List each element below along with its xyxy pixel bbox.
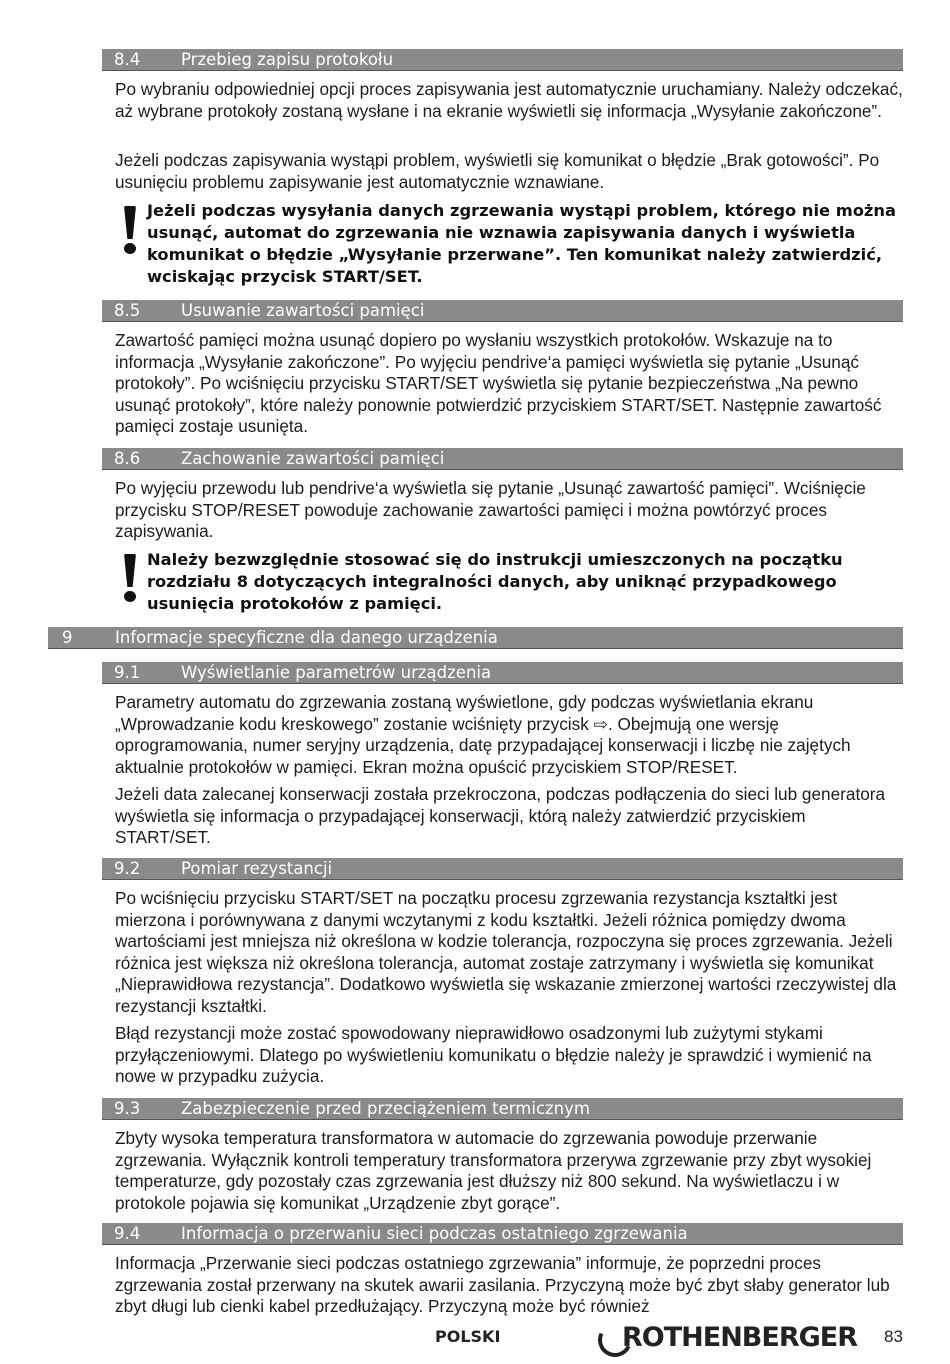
section-number: 8.4: [114, 50, 141, 69]
paragraph: Informacja „Przerwanie sieci podczas ostatniego zgrzewania” informuje, że poprzedni proces zgrzewania został przerwany na skutek awarii zasilania. Przyczyną może być zbyt słaby generator lub zbyt długi lub cienki kabel przedłużający. Przyczyną może być również: [115, 1253, 890, 1316]
section-title: Informacja o przerwaniu sieci podczas ostatniego zgrzewania: [181, 1224, 688, 1243]
section-heading-8-4: [102, 49, 903, 71]
logo-wordmark: ROTHENBERGER: [622, 1322, 858, 1353]
paragraph: Jeżeli data zalecanej konserwacji została przekroczona, podczas podłączenia do sieci lub generatora wyświetla się informacja o przypadającej konserwacji, którą należy zatwierdzić przyciskiem START/SET.: [115, 784, 886, 847]
paragraph: Parametry automatu do zgrzewania zostaną wyświetlone, gdy podczas wyświetlania ekranu „Wprowadzanie kodu kreskowego” zostanie wciśnięty przycisk ⇨. Obejmują one wersję oprogramowania, numer seryjny urządzenia, datę przypadającej konserwacji i liczbę nie zajętych aktualnie protokołów w pamięci. Ekran można opuścić przyciskiem STOP/RESET.: [115, 692, 851, 777]
paragraph: Zawartość pamięci można usunąć dopiero po wysłaniu wszystkich protokołów. Wskazuje na to informacja „Wysyłanie zakończone”. Po wyjęciu pendrive‘a pamięci wyświetla się pytanie „Usunąć protokoły”. Po wciśnięciu przycisku START/SET wyświetla się pytanie bezpieczeństwa „Na pewno usunąć protokoły”, które należy ponownie potwierdzić przyciskiem START/SET. Następnie zawartość pamięci zostaje usunięta.: [115, 330, 882, 436]
paragraph: Po wciśnięciu przycisku START/SET na początku procesu zgrzewania rezystancja kształtki jest mierzona i porównywana z danymi wczytanymi z kodu kształtki. Jeżeli różnica pomiędzy dwoma wartościami jest mniejsza niż określona w kodzie tolerancja, rozpoczyna się proces zgrzewania. Jeżeli różnica jest większa niż określona tolerancja, automat zostaje zatrzymany i wyświetla się komunikat „Nieprawidłowa rezystancja”. Dodatkowo wyświetla się wskazanie zmierzonej wartości rzeczywistej dla rezystancji kształtki.: [115, 888, 897, 1016]
section-title: Usuwanie zawartości pamięci: [181, 301, 425, 320]
paragraph: Błąd rezystancji może zostać spowodowany nieprawidłowo osadzonymi lub zużytymi stykami przyłączeniowymi. Dlatego po wyświetleniu komunikatu o błędzie należy je sprawdzić i wymienić na nowe w przypadku zużycia.: [115, 1023, 872, 1086]
section-heading-9-4: [102, 1223, 903, 1245]
paragraph: Po wyjęciu przewodu lub pendrive‘a wyświetla się pytanie „Usunąć zawartość pamięci”. Wciśnięcie przycisku STOP/RESET powoduje zachowanie zawartości pamięci i można powtórzyć proces zapisywania.: [115, 478, 866, 541]
section-title: Zabezpieczenie przed przeciążeniem termicznym: [181, 1099, 590, 1118]
footer-language: POLSKI: [435, 1327, 501, 1346]
section-title: Zachowanie zawartości pamięci: [181, 449, 445, 468]
paragraph: Jeżeli podczas zapisywania wystąpi problem, wyświetli się komunikat o błędzie „Brak gotowości”. Po usunięciu problemu zapisywanie jest automatycznie wznawiane.: [115, 150, 880, 192]
section-number: 9.3: [114, 1099, 141, 1118]
section-heading-9-3: [102, 1098, 903, 1120]
section-number: 9.4: [114, 1224, 141, 1243]
exclamation-warning-icon: [121, 206, 139, 254]
section-heading-9-2: [102, 858, 903, 880]
paragraph: Zbyty wysoka temperatura transformatora w automacie do zgrzewania powoduje przerwanie zgrzewania. Wyłącznik kontroli temperatury transformatora przerywa zgrzewanie przy zbyt wysokiej temperaturze, gdy pozostały czas zgrzewania jest dłuższy niż 800 sekund. Na wyświetlaczu i w protokole pojawia się komunikat „Urządzenie zbyt gorące”.: [115, 1128, 872, 1213]
chapter-number: 9: [62, 628, 73, 647]
paragraph: Po wybraniu odpowiedniej opcji proces zapisywania jest automatycznie uruchamiany. Należy odczekać, aż wybrane protokoły zostaną wysłane i na ekranie wyświetli się informacja „Wysyłanie zakończone”.: [115, 79, 903, 121]
chapter-heading-9: [48, 627, 903, 649]
section-title: Wyświetlanie parametrów urządzenia: [181, 663, 492, 682]
page-number: 83: [884, 1327, 903, 1346]
warning-note: Należy bezwzględnie stosować się do instrukcji umieszczonych na początku rozdziału 8 dotyczących integralności danych, aby uniknąć przypadkowego usunięcia protokołów z pamięci.: [147, 550, 843, 613]
chapter-title: Informacje specyficzne dla danego urządzenia: [115, 628, 498, 647]
section-number: 8.6: [114, 449, 141, 468]
section-number: 9.1: [114, 663, 141, 682]
section-number: 9.2: [114, 859, 141, 878]
rothenberger-logo: [596, 1317, 858, 1363]
warning-note: Jeżeli podczas wysyłania danych zgrzewania wystąpi problem, którego nie można usunąć, automat do zgrzewania nie wznawia zapisywania danych i wyświetla komunikat o błędzie „Wysyłanie przerwane”. Ten komunikat należy zatwierdzić, wciskając przycisk START/SET.: [147, 201, 896, 286]
section-title: Przebieg zapisu protokołu: [181, 50, 394, 69]
section-title: Pomiar rezystancji: [181, 859, 333, 878]
exclamation-warning-icon: [121, 554, 139, 602]
section-heading-9-1: [102, 662, 903, 684]
section-heading-8-6: [102, 448, 903, 470]
section-heading-8-5: [102, 300, 903, 322]
section-number: 8.5: [114, 301, 141, 320]
